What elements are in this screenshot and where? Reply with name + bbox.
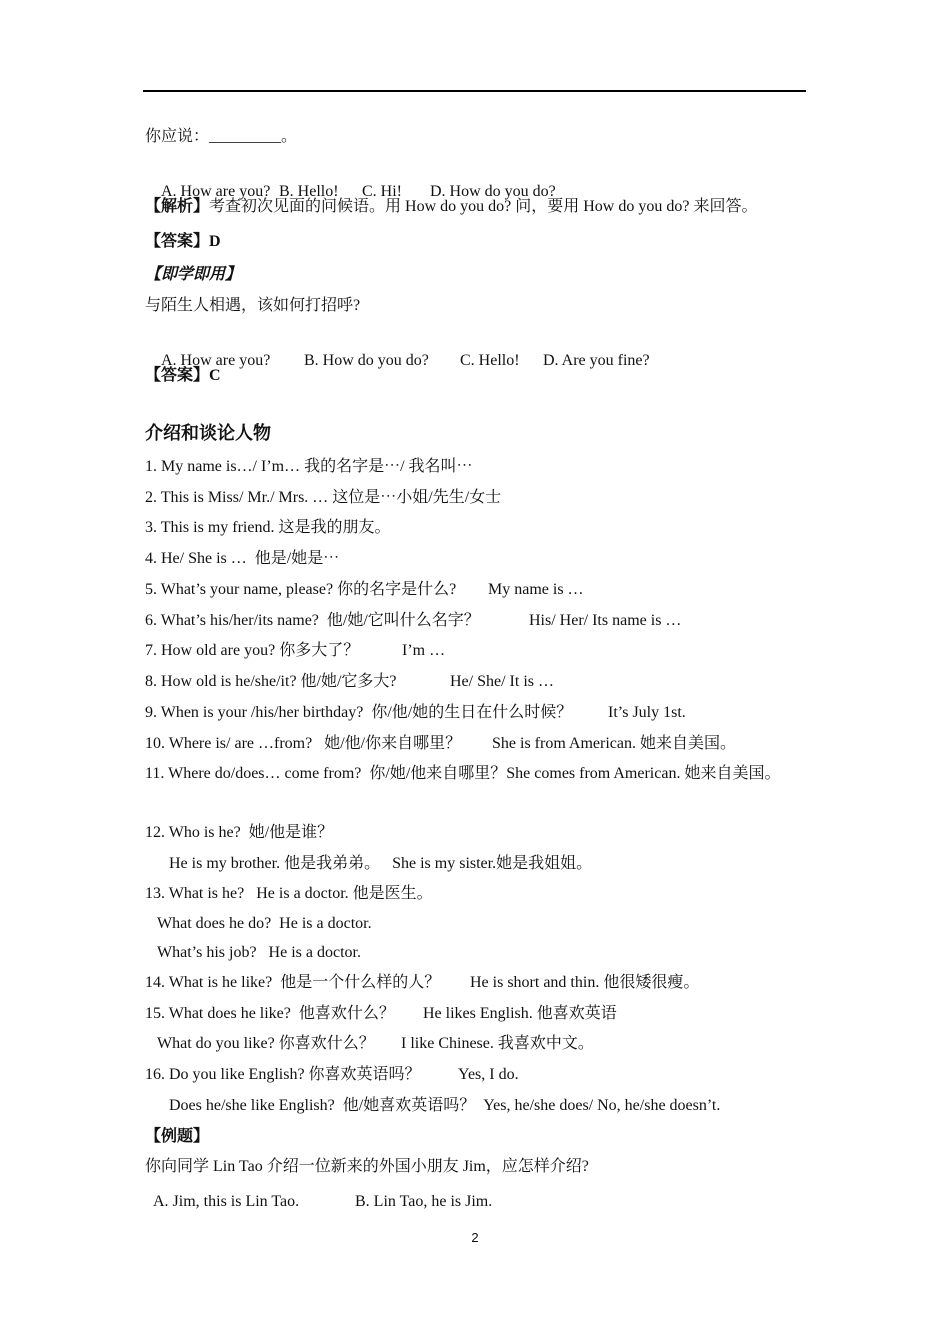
list-item: 4. He/ She is … 他是/她是⋯: [145, 550, 340, 567]
answer-1: 【答案】D: [145, 233, 221, 250]
item-question: 6. What’s his/her/its name? 他/她/它叫什么名字？: [145, 612, 480, 629]
analysis-line: [145, 197, 757, 217]
item-question: 16. Do you like English? 你喜欢英语吗？: [145, 1066, 421, 1083]
option-d: D. How do you do?: [430, 183, 556, 200]
example-tag: 【例题】: [145, 1128, 210, 1145]
example-question: 你向同学 Lin Tao 介绍一位新来的外国小朋友 Jim，应怎样介绍?: [145, 1158, 589, 1175]
item-question: 10. Where is/ are …from? 她/他/你来自哪里？: [145, 735, 462, 752]
item-answer: He/ She/ It is …: [450, 673, 554, 690]
list-item: 11. Where do/does… come from? 你/她/他来自哪里？She comes from American. 她来自美国。: [145, 765, 781, 782]
item-answer: Yes, I do.: [458, 1066, 519, 1083]
list-item: [157, 1034, 594, 1054]
list-item: [145, 580, 584, 600]
section-heading: 介绍和谈论人物: [145, 423, 271, 444]
option-c: C. Hello!: [460, 352, 520, 369]
list-item: What does he do? He is a doctor.: [157, 915, 372, 932]
item-answer: I’m …: [402, 642, 446, 659]
option-b: B. How do you do?: [304, 352, 429, 369]
item-question: 8. How old is he/she/it? 他/她/它多大?: [145, 673, 397, 690]
item-answer: He is short and thin. 他很矮很瘦。: [470, 974, 700, 991]
item-question: 5. What’s your name, please? 你的名字是什么?: [145, 581, 457, 598]
option-b: B. Hello!: [279, 183, 339, 200]
practice-tag: 【即学即用】: [145, 266, 242, 283]
analysis-tag: 【解析】: [145, 198, 210, 215]
item-answer: He likes English. 他喜欢英语: [423, 1005, 617, 1022]
option-b: B. Lin Tao, he is Jim.: [355, 1193, 493, 1210]
option-a: A. How are you?: [161, 352, 271, 369]
list-item: [145, 973, 699, 993]
list-item: He is my brother. 他是我弟弟。 She is my sister.她是我姐姐。: [169, 855, 593, 872]
item-question: 7. How old are you? 你多大了？: [145, 642, 360, 659]
list-item: [145, 672, 554, 692]
item-question: 14. What is he like? 他是一个什么样的人？: [145, 974, 441, 991]
answer-2: 【答案】C: [145, 367, 221, 384]
list-item: [145, 1004, 617, 1024]
list-item: [145, 611, 681, 631]
list-item: 13. What is he? He is a doctor. 他是医生。: [145, 885, 433, 902]
item-answer: His/ Her/ Its name is …: [529, 612, 682, 629]
item-question: 9. When is your /his/her birthday? 你/他/她的生日在什么时候？: [145, 704, 573, 721]
option-d: D. Are you fine?: [543, 352, 650, 369]
option-c: C. Hi!: [362, 183, 402, 200]
analysis-text: 考查初次见面的问候语。用 How do you do? 问，要用 How do you do? 来回答。: [209, 198, 758, 215]
item-question: What do you like? 你喜欢什么？: [157, 1035, 375, 1052]
item-answer: I like Chinese. 我喜欢中文。: [401, 1035, 594, 1052]
list-item: 2. This is Miss/ Mr./ Mrs. … 这位是⋯小姐/先生/女士: [145, 489, 502, 506]
list-item: [145, 641, 445, 661]
item-answer: My name is …: [488, 581, 584, 598]
option-a: A. How are you?: [161, 183, 271, 200]
list-item: 3. This is my friend. 这是我的朋友。: [145, 519, 391, 536]
practice-question: 与陌生人相遇，该如何打招呼?: [145, 297, 361, 314]
example-options: [153, 1192, 492, 1212]
list-item: What’s his job? He is a doctor.: [157, 944, 361, 961]
list-item: [145, 734, 736, 754]
item-answer: She is from American. 她来自美国。: [492, 735, 736, 752]
list-item: 1. My name is…/ I’m… 我的名字是⋯/ 我名叫⋯: [145, 458, 473, 475]
option-a: A. Jim, this is Lin Tao.: [153, 1193, 300, 1210]
prompt-line: 你应说：_________。: [145, 128, 298, 145]
list-item: [145, 703, 686, 723]
item-answer: It’s July 1st.: [608, 704, 686, 721]
header-rule: [143, 90, 806, 92]
list-item: Does he/she like English? 他/她喜欢英语吗？ Yes, he/she does/ No, he/she doesn’t.: [169, 1097, 721, 1114]
item-question: 15. What does he like? 他喜欢什么？: [145, 1005, 395, 1022]
page-number: 2: [471, 1230, 479, 1245]
list-item: 12. Who is he? 她/他是谁？: [145, 824, 334, 841]
list-item: [145, 1065, 519, 1085]
